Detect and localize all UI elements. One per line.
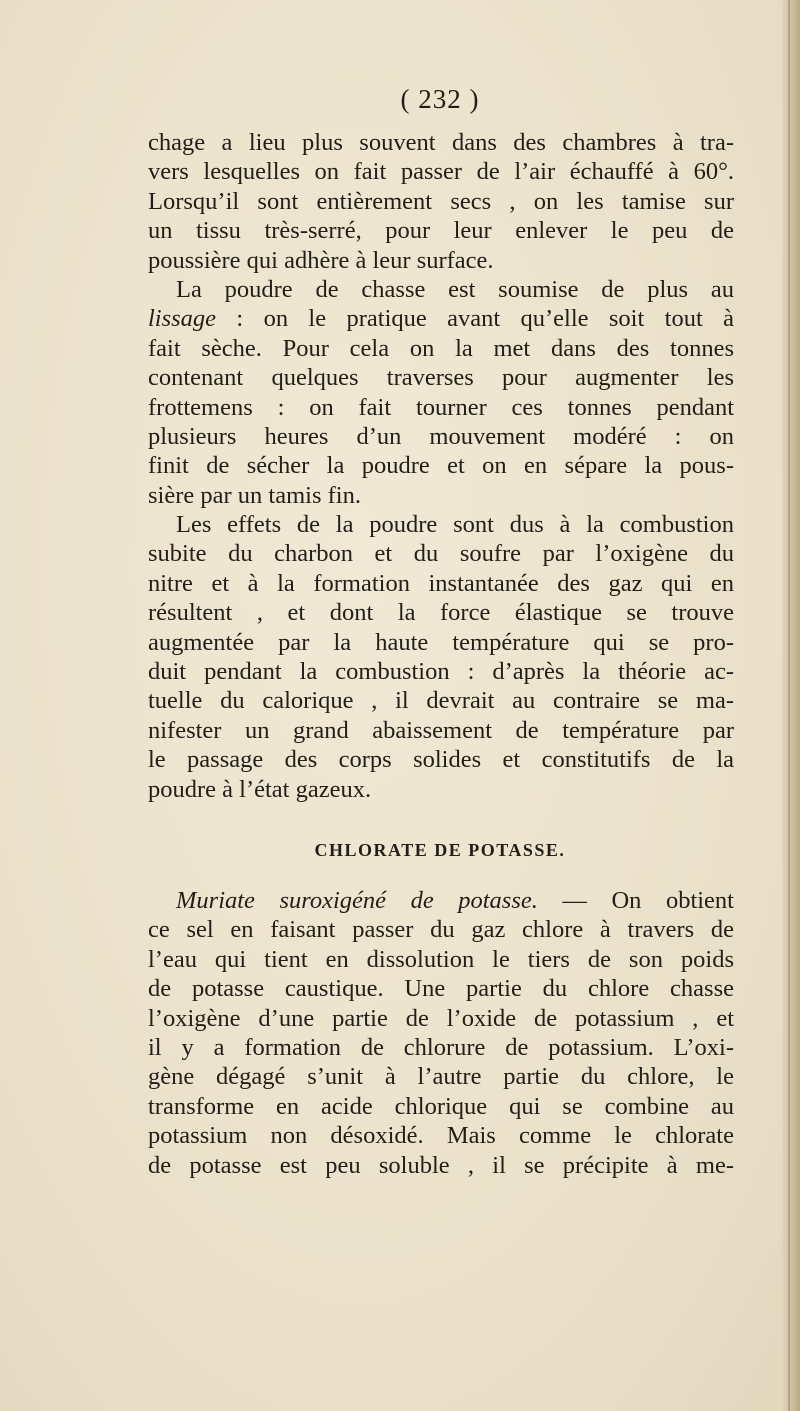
section-title: CHLORATE DE POTASSE.: [314, 840, 566, 860]
text-span: — On obtient: [537, 887, 734, 914]
text-line: frottemens : on fait tourner ces tonnes pendant: [148, 393, 734, 421]
text-line: plusieurs heures d’un mouvement modéré : on: [148, 422, 734, 450]
text-line: poussière qui adhère à leur surface.: [148, 246, 494, 274]
text-line: de potasse caustique. Une partie du chlore chasse: [148, 975, 734, 1003]
section-text-block: [148, 886, 734, 1180]
text-line: gène dégagé s’unit à l’autre partie du chlore, le: [148, 1063, 734, 1091]
text-span: : on le pratique avant qu’elle soit tout à: [216, 305, 734, 333]
text-line: poudre à l’état gazeux.: [148, 775, 372, 803]
text-line: résultent , et dont la force élastique se trouve: [148, 599, 734, 627]
text-line: tuelle du calorique , il devrait au contraire se ma-: [148, 687, 734, 715]
text-line: transforme en acide chlorique qui se combine au: [148, 1092, 734, 1120]
text-line: l’oxigène d’une partie de l’oxide de potassium , et: [148, 1004, 734, 1032]
text-line: augmentée par la haute température qui se pro-: [148, 628, 734, 656]
text-line: finit de sécher la poudre et on en sépare la pous-: [148, 452, 734, 480]
text-line: ce sel en faisant passer du gaz chlore à travers de: [148, 916, 734, 944]
text-line: contenant quelques traverses pour augmenter les: [148, 364, 734, 392]
page-edge: [782, 0, 800, 1411]
text-line: sière par un tamis fin.: [148, 481, 361, 509]
text-line: La poudre de chasse est soumise de plus au: [176, 275, 734, 303]
text-line: le passage des corps solides et constitutifs de la: [148, 746, 734, 774]
italic-term: lissage: [148, 305, 217, 333]
text-line: chage a lieu plus souvent dans des chambres à tra-: [148, 129, 734, 156]
main-text-block: [148, 128, 734, 804]
text-line: [148, 304, 734, 333]
text-line: [148, 886, 734, 915]
text-line: nifester un grand abaissement de température par: [148, 716, 734, 744]
text-line: duit pendant la combustion : d’après la théorie ac-: [148, 658, 734, 686]
text-line: potassium non désoxidé. Mais comme le chlorate: [148, 1122, 734, 1150]
text-line: nitre et à la formation instantanée des gaz qui en: [148, 569, 734, 597]
page-number: ( 232 ): [400, 84, 480, 114]
text-line: Les effets de la poudre sont dus à la combustion: [176, 511, 734, 539]
text-line: un tissu très-serré, pour leur enlever le peu de: [148, 217, 734, 245]
text-line: subite du charbon et du soufre par l’oxigène du: [148, 540, 734, 568]
italic-heading: Muriate suroxigéné de potasse.: [176, 887, 538, 914]
page-edge-line: [788, 0, 790, 1411]
text-line: vers lesquelles on fait passer de l’air échauffé à 60°.: [148, 158, 734, 186]
text-line: il y a formation de chlorure de potassium. L’oxi-: [148, 1033, 734, 1061]
text-line: fait sèche. Pour cela on la met dans des tonnes: [148, 334, 734, 362]
text-line: Lorsqu’il sont entièrement secs , on les tamise sur: [148, 187, 734, 215]
text-line: l’eau qui tient en dissolution le tiers de son poids: [148, 945, 734, 973]
text-line: de potasse est peu soluble , il se précipite à me-: [148, 1151, 734, 1179]
